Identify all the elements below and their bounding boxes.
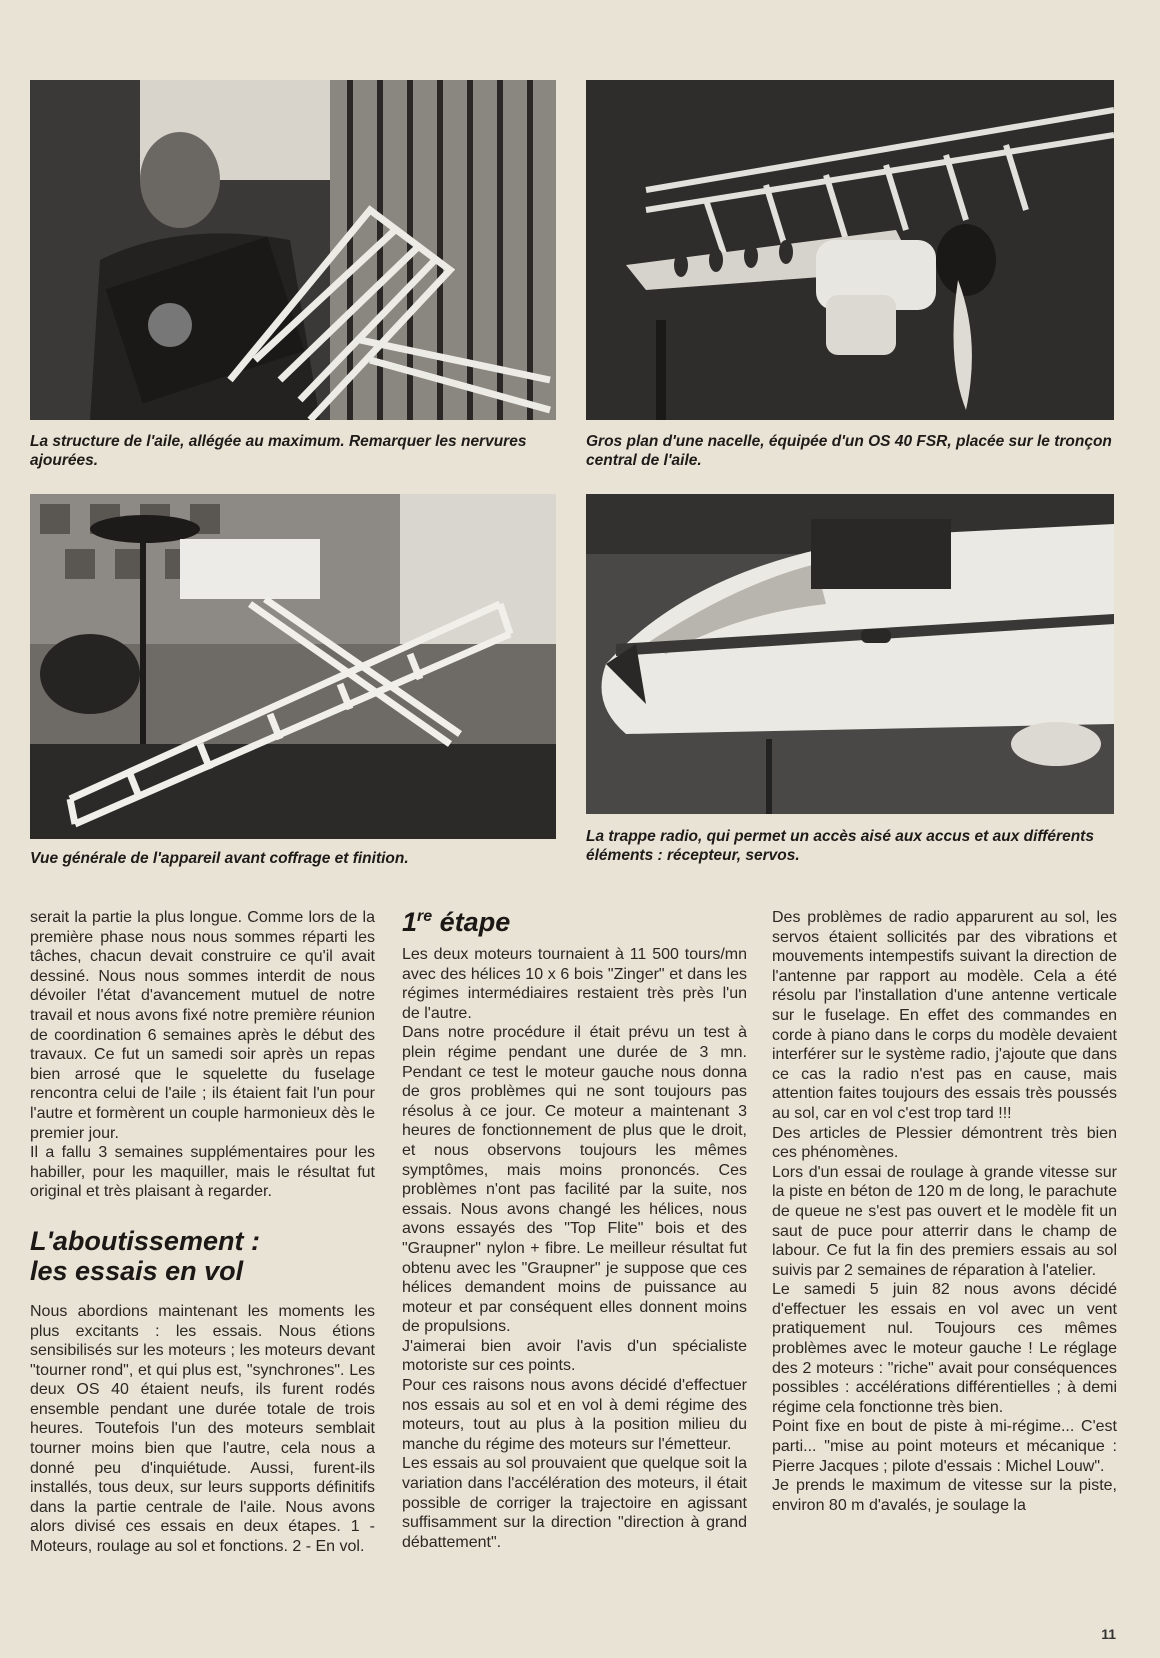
paragraph: Nous abordions maintenant les moments les plus excitants : les essais. Nous étions sensibilisés sur les moteurs ; les moteurs devant "tourner rond", et qui plus est, "synchrones". Les deux OS 40 étaient neufs, ils furent rodés ensemble pendant une durée totale de trois heures. Toutefois l'un des moteurs semblait tourner moins bien que l'autre, cela nous a donné peu d'inquiétude. Aussi, furent-ils installés, tous deux, sur leurs supports définitifs dans la partie centrale de l'aile. Nous avons alors divisé ces essais en deux étapes. 1 - Moteurs, roulage au sol et fonctions. 2 - En vol. <box>30 1302 375 1556</box>
paragraph: Des articles de Plessier démontrent très bien ces phénomènes. <box>772 1124 1117 1162</box>
paragraph: Dans notre procédure il était prévu un test à plein régime pendant une durée de 3 mn. Pendant ce test le moteur gauche nous donna de gros problèmes qui ne sont toujours pas résolus à ce jour. Ce moteur a maintenant 3 heures de fonctionnement de plus que le droit, et nous observons toujours les mêmes symptômes, mais moins prononcés. Ces problèmes n'ont pas facilité par la suite, nos essais. Nous avons changé les hélices, nous avons essayés des "Top Flite" bois et des "Graupner" nylon + fibre. Le meilleur résultat fut obtenu avec les "Graupner" je suppose que ces hélices demandent moins de puissance au moteur et par conséquent elles donnent moins de propulsions. <box>402 1024 747 1336</box>
step-heading-suffix: re <box>417 908 433 925</box>
paragraph: Il a fallu 3 semaines supplémentaires pour les habiller, pour les maquiller, mais le résultat fut original et très plaisant à regarder. <box>30 1144 375 1201</box>
step-heading-number: 1 <box>402 907 418 937</box>
caption-aircraft-overview: Vue générale de l'appareil avant coffrage et finition. <box>30 850 409 867</box>
paragraph: Les essais au sol prouvaient que quelque soit la variation dans l'accélération des moteurs, il était possible de corriger la trajectoire en agissant suffisamment sur la direction "direction à grand débattement". <box>402 1455 747 1551</box>
caption-wing-structure: La structure de l'aile, allégée au maximum. Remarquer les nervures ajourées. <box>30 433 527 469</box>
step-heading <box>402 902 747 937</box>
paragraph: Des problèmes de radio apparurent au sol, les servos étaient sollicités par des vibrations et mouvements intempestifs suivant la direction de l'antenne par rapport au modèle. Cela a été résolu par l'installation d'une antenne verticale sur le fuselage. En effet des commandes en corde à piano dans le corps du modèle devaient interférer sur le système radio, j'ajoute que dans ce cas la radio n'est pas en cause, mais attention faites toujours des essais très poussés au sol, car en vol c'est trop tard !!! <box>772 909 1117 1122</box>
paragraph: Lors d'un essai de roulage à grande vitesse sur la piste en béton de 120 m de long, le parachute de queue ne s'est pas ouvert et le modèle fit un saut de puce pour atterrir dans le champ de labour. Ce fut la fin des premiers essais au sol suivis par 2 semaines de réparation à l'atelier. <box>772 1163 1117 1279</box>
paragraph: serait la partie la plus longue. Comme lors de la première phase nous nous sommes réparti les tâches, chacun devait construire ce qu'il avait dessiné. Nous nous sommes interdit de nous dévoiler l'état d'avancement mutuel de notre travail et nous avons fixé notre première réunion de coordination 6 semaines après le début des travaux. Ce fut un samedi soir après un repas bien arrosé que le squelette du fuselage rencontra celui de l'aile ; ils étaient fait l'un pour l'autre et formèrent un couple harmonieux dès le premier jour. <box>30 909 375 1142</box>
text-column-3 <box>772 908 1117 1515</box>
page-number: 11 <box>1101 1626 1116 1642</box>
section-heading <box>30 1226 375 1286</box>
paragraph: Pour ces raisons nous avons décidé d'effectuer nos essais au sol et en vol à demi régime des moteurs, tout au plus à la position milieu du manche du régime des moteurs sur l'émetteur. <box>402 1377 747 1453</box>
paragraph: Point fixe en bout de piste à mi-régime... C'est parti... "mise au point moteurs et mécanique : Pierre Jacques ; pilote d'essais : Michel Louw". <box>772 1418 1117 1475</box>
caption-nacelle: Gros plan d'une nacelle, équipée d'un OS 40 FSR, placée sur le tronçon central de l'aile. <box>586 433 1112 469</box>
paragraph: Je prends le maximum de vitesse sur la piste, environ 80 m d'avalés, je soulage la <box>772 1477 1117 1514</box>
radio-hatch-photo <box>586 494 1114 814</box>
text-column-2 <box>402 908 747 1552</box>
paragraph: J'aimerai bien avoir l'avis d'un spécialiste motoriste sur ces points. <box>402 1337 747 1375</box>
text-column-1 <box>30 908 375 1557</box>
step-heading-word: étape <box>439 907 511 937</box>
caption-radio-hatch: La trappe radio, qui permet un accès aisé aux accus et aux différents éléments : récepteur, servos. <box>586 828 1094 864</box>
section-heading-line2: les essais en vol <box>30 1255 244 1286</box>
nacelle-photo <box>586 80 1114 420</box>
section-heading-line1: L'aboutissement : <box>30 1225 260 1256</box>
paragraph: Le samedi 5 juin 82 nous avons décidé d'effectuer les essais en vol avec un vent pratiquement nul. Toujours ces mêmes problèmes avec le moteur gauche ! Le réglage des 2 moteurs : "riche" avait pour conséquences possibles : accélérations différentielles ; à demi régime cela fonctionne très bien. <box>772 1281 1117 1416</box>
aircraft-overview-photo <box>30 494 556 839</box>
wing-structure-photo <box>30 80 556 420</box>
paragraph: Les deux moteurs tournaient à 11 500 tours/mn avec des hélices 10 x 6 bois "Zinger" et dans les régimes intermédiaires restaient très près l'un de l'autre. <box>402 946 747 1022</box>
